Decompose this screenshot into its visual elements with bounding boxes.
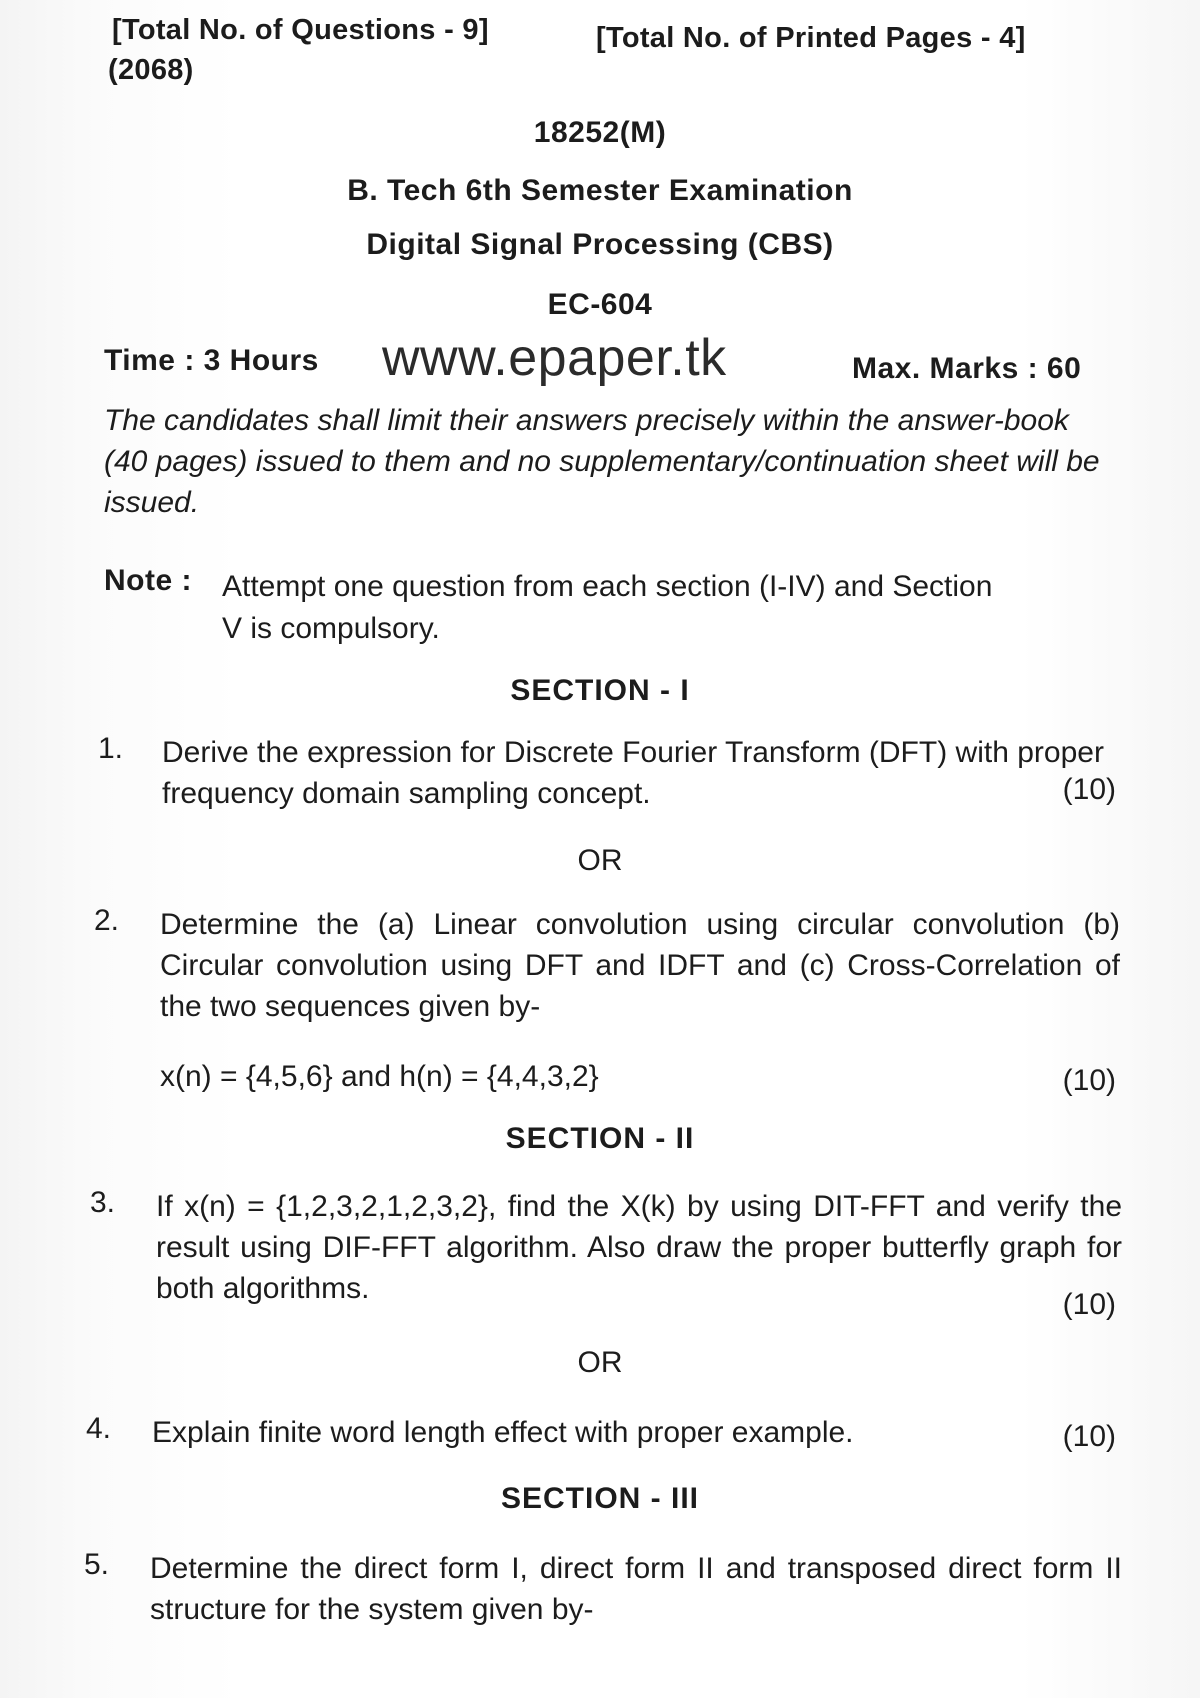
question-2-number: 2. — [94, 904, 120, 937]
question-3-number: 3. — [90, 1186, 116, 1219]
or-divider-1: OR — [577, 844, 623, 877]
question-4-text: Explain finite word length effect with proper example. — [152, 1416, 854, 1449]
course-code: EC-604 — [547, 288, 653, 321]
question-4-number: 4. — [86, 1412, 112, 1445]
question-1-marks: (10) — [1062, 773, 1116, 806]
question-5-text: Determine the direct form I, direct form II and transposed direct form II structure for the system given by- — [150, 1552, 1122, 1626]
question-3-marks: (10) — [1062, 1288, 1116, 1321]
instructions: The candidates shall limit their answers precisely within the answer-book (40 pages) issued to them and no supplementary/continuation sheet will be issued. — [104, 404, 1100, 519]
paper-code: 18252(M) — [533, 116, 667, 149]
note-line-2: V is compulsory. — [222, 612, 440, 645]
question-4-marks: (10) — [1062, 1420, 1116, 1453]
max-marks: Max. Marks : 60 — [852, 352, 1082, 385]
year-code: (2068) — [108, 54, 194, 86]
watermark: www.epaper.tk — [382, 329, 727, 387]
question-2-equation: x(n) = {4,5,6} and h(n) = {4,4,3,2} — [160, 1060, 599, 1093]
question-5-number: 5. — [84, 1548, 110, 1581]
question-2-text: Determine the (a) Linear convolution using circular convolution (b) Circular convolution using DFT and IDFT and (c) Cross-Correlation of the two sequences given by- — [160, 908, 1120, 1023]
section-1-heading: SECTION - I — [510, 674, 690, 707]
question-2-marks: (10) — [1062, 1064, 1116, 1097]
question-1-text: Derive the expression for Discrete Fourier Transform (DFT) with proper frequency domain sampling concept. — [162, 736, 1104, 810]
total-pages: [Total No. of Printed Pages - 4] — [596, 22, 1026, 54]
time-label: Time : 3 Hours — [104, 344, 319, 377]
question-3-text: If x(n) = {1,2,3,2,1,2,3,2}, find the X(k) by using DIT-FFT and verify the result using DIF-FFT algorithm. Also draw the proper butterfly graph for both algorithms. — [156, 1190, 1122, 1305]
subject-title: Digital Signal Processing (CBS) — [366, 228, 834, 261]
section-3-heading: SECTION - III — [500, 1482, 699, 1515]
or-divider-2: OR — [577, 1346, 623, 1379]
total-questions: [Total No. of Questions - 9] — [112, 14, 489, 46]
exam-title: B. Tech 6th Semester Examination — [347, 174, 853, 207]
question-1-number: 1. — [98, 732, 124, 765]
note-label: Note : — [104, 564, 192, 597]
note-line-1: Attempt one question from each section (I-IV) and Section — [222, 570, 993, 603]
section-2-heading: SECTION - II — [505, 1122, 695, 1155]
